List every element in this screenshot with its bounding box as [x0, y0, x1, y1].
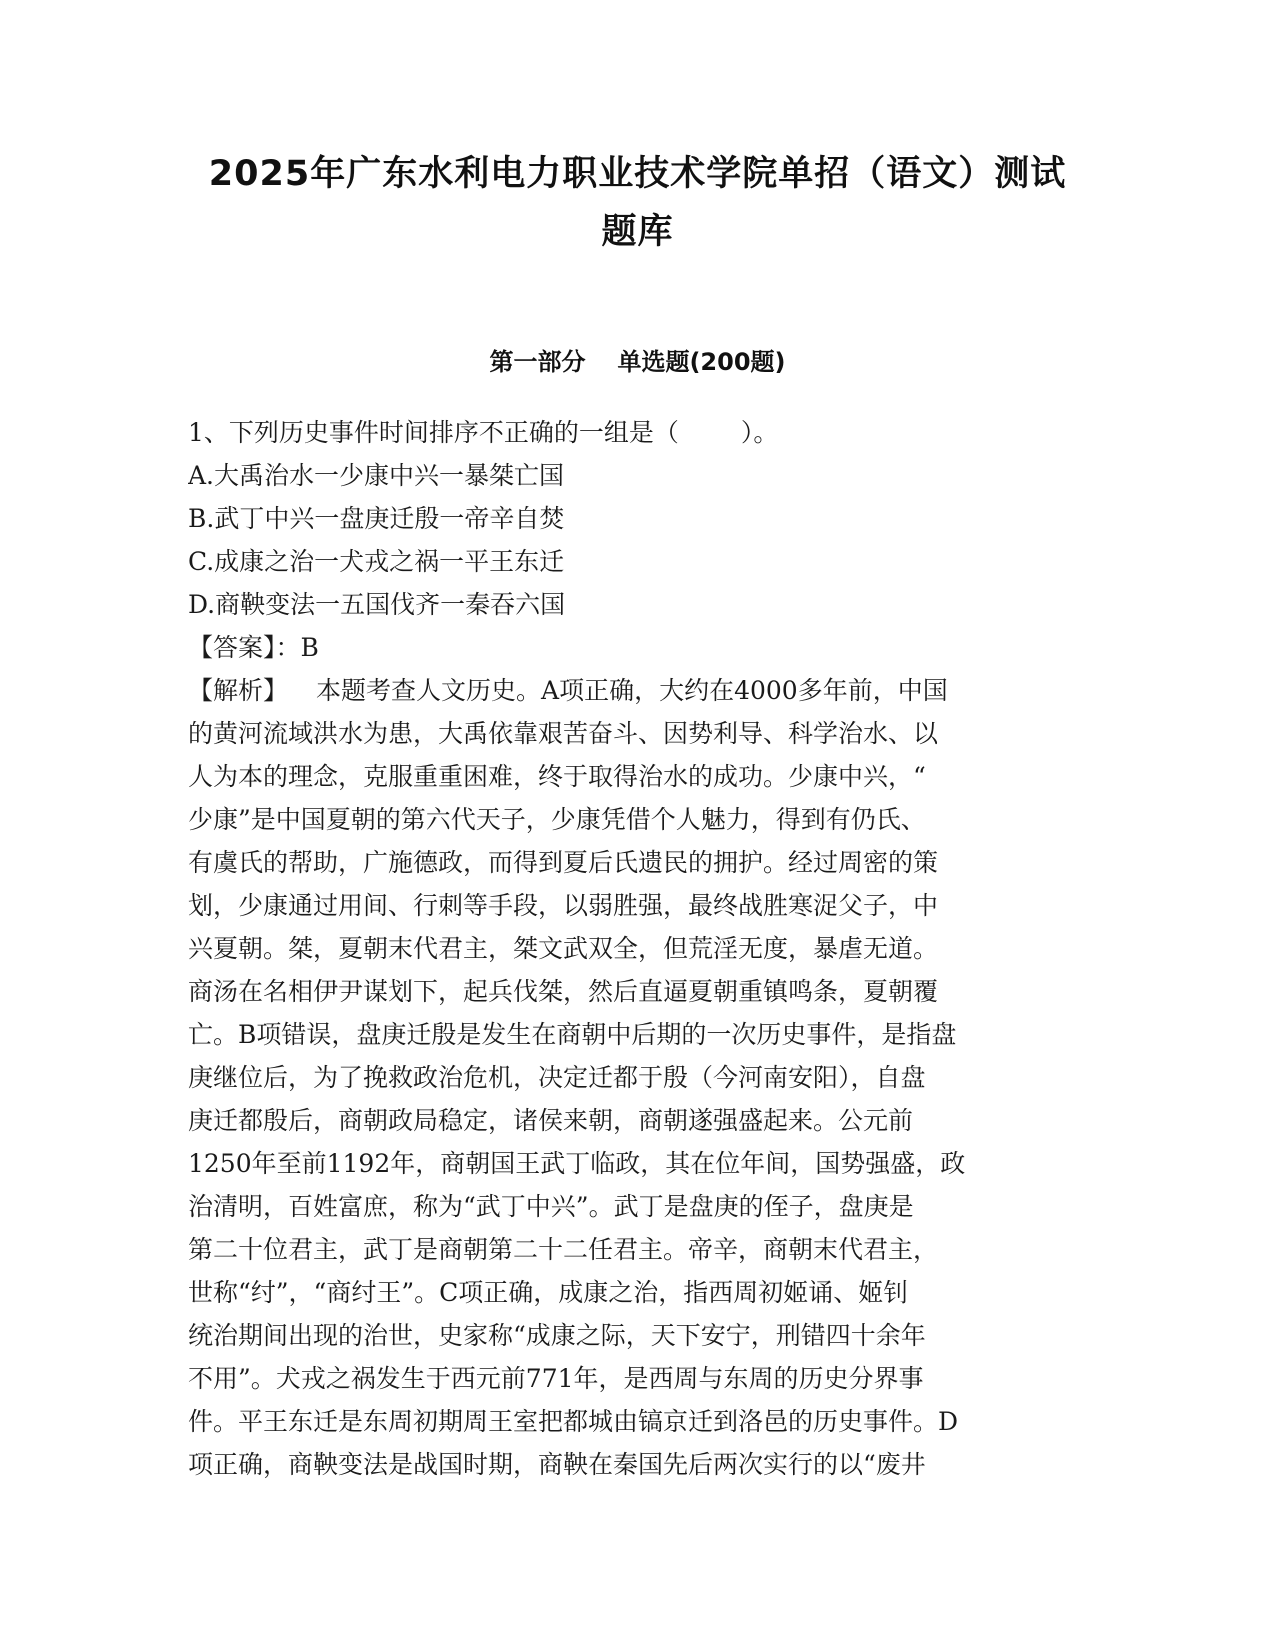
analysis-line: 庚迁都殷后，商朝政局稳定，诸侯来朝，商朝遂强盛起来。公元前 [188, 1106, 914, 1135]
answer-value: B [300, 633, 319, 662]
section-part: 第一部分 [489, 348, 586, 376]
analysis-label: 【解析】 [188, 676, 289, 705]
question-stem-prefix: 1、下列历史事件时间排序不正确的一组是（ [188, 418, 679, 447]
analysis-line: 项正确，商鞅变法是战国时期，商鞅在秦国先后两次实行的以“废井 [188, 1450, 926, 1479]
analysis-text: 本题考查人文历史。A项正确，大约在4000多年前，中国 [316, 676, 948, 705]
option-c: C.成康之治一犬戎之祸一平王东迁 [188, 547, 565, 576]
analysis-line: 庚继位后，为了挽救政治危机，决定迁都于殷（今河南安阳），自盘 [188, 1063, 926, 1092]
analysis-line: 划，少康通过用间、行刺等手段，以弱胜强，最终战胜寒浞父子，中 [188, 891, 939, 920]
analysis-line: 件。平王东迁是东周初期周王室把都城由镐京迁到洛邑的历史事件。D [188, 1407, 959, 1436]
option-b: B.武丁中兴一盘庚迁殷一帝辛自焚 [188, 504, 565, 533]
analysis-line: 的黄河流域洪水为患，大禹依靠艰苦奋斗、因势利导、科学治水、以 [188, 719, 939, 748]
section-heading [150, 345, 1125, 379]
analysis-line: 不用”。犬戎之祸发生于西元前771年，是西周与东周的历史分界事 [188, 1364, 924, 1393]
analysis-line: 兴夏朝。桀，夏朝末代君主，桀文武双全，但荒淫无度，暴虐无道。 [188, 934, 939, 963]
option-a: A.大禹治水一少康中兴一暴桀亡国 [188, 461, 565, 490]
title-line-2: 题库 [601, 212, 674, 252]
analysis-line: 1250年至前1192年，商朝国王武丁临政，其在位年间，国势强盛，政 [188, 1149, 966, 1178]
section-name: 单选题(200题) [617, 348, 786, 376]
option-d: D.商鞅变法一五国伐齐一秦吞六国 [188, 590, 566, 619]
question-block [188, 411, 1080, 1486]
answer-line [188, 626, 1080, 669]
analysis-line: 商汤在名相伊尹谋划下，起兵伐桀，然后直逼夏朝重镇鸣条，夏朝覆 [188, 977, 939, 1006]
analysis-line: 世称“纣”，“商纣王”。C项正确，成康之治，指西周初姬诵、姬钊 [188, 1278, 909, 1307]
analysis-line: 亡。B项错误，盘庚迁殷是发生在商朝中后期的一次历史事件，是指盘 [188, 1020, 957, 1049]
answer-label: 【答案】： [188, 633, 301, 662]
analysis-line: 少康”是中国夏朝的第六代天子，少康凭借个人魅力，得到有仍氏、 [188, 805, 926, 834]
analysis-line: 有虞氏的帮助，广施德政，而得到夏后氏遗民的拥护。经过周密的策 [188, 848, 939, 877]
analysis-line: 治清明，百姓富庶，称为“武丁中兴”。武丁是盘庚的侄子，盘庚是 [188, 1192, 914, 1221]
analysis-line: 第二十位君主，武丁是商朝第二十二任君主。帝辛，商朝末代君主， [188, 1235, 939, 1264]
question-stem-suffix: ）。 [740, 418, 779, 447]
document-title [150, 145, 1125, 261]
question-stem [188, 411, 1080, 454]
title-line-1: 2025年广东水利电力职业技术学院单招（语文）测试 [208, 154, 1067, 194]
analysis-line: 人为本的理念，克服重重困难，终于取得治水的成功。少康中兴，“ [188, 762, 926, 791]
analysis-line [188, 669, 1080, 712]
analysis-line: 统治期间出现的治世，史家称“成康之际，天下安宁，刑错四十余年 [188, 1321, 926, 1350]
